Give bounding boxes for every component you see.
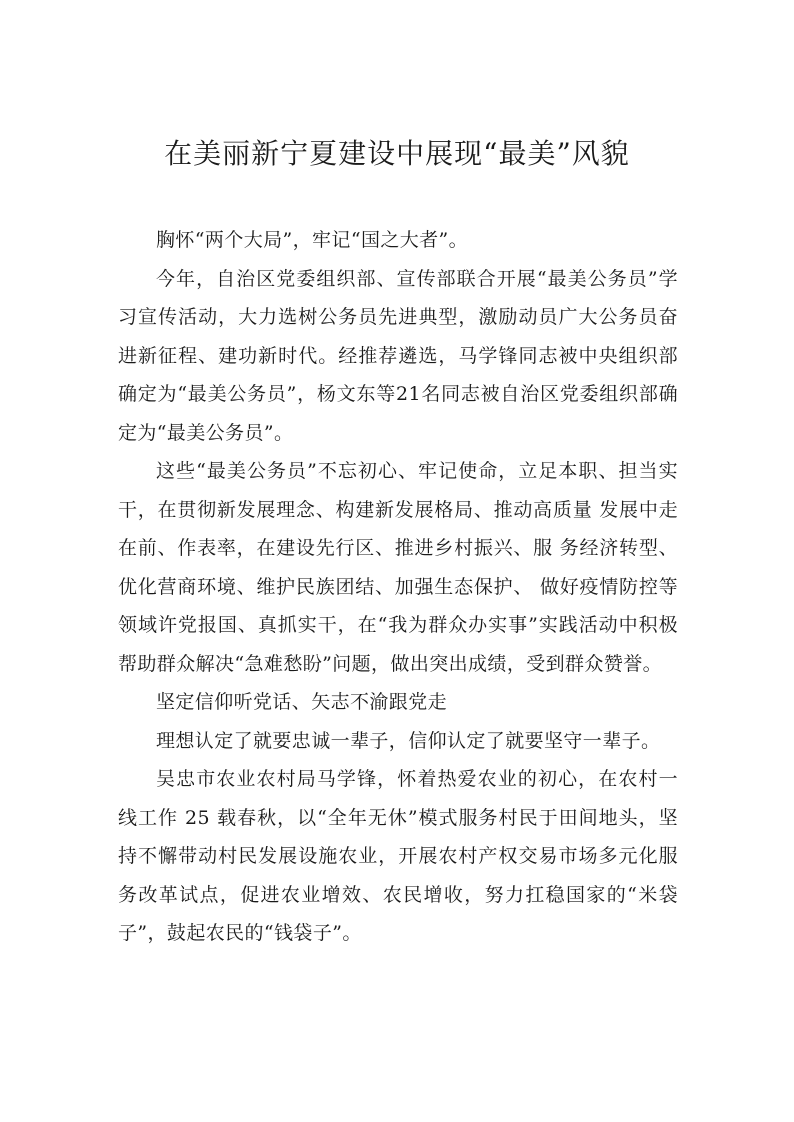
- paragraph-belief: 理想认定了就要忠诚一辈子，信仰认定了就要坚守一辈子。: [156, 729, 661, 752]
- document-title: 在美丽新宁夏建设中展现“最美”风貌: [164, 137, 630, 170]
- paragraph-achievements: 这些“最美公务员”不忘初心、牢记使命，立足本职、担当实干，在贯彻新发展理念、构建新发展格局、推动高质量 发展中走在前、作表率，在建设先行区、推进乡村振兴、服 务经济转型、优化营商环境、维护民族团结、加强生态保护、 做好疫情防控等领域许党报国、真抓实干，在“我为群众办实事”实践活动中积极帮助群众解决“急难愁盼”问题，做出突出成绩，受到群众赞誉。: [118, 460, 678, 675]
- document-body: [118, 221, 678, 953]
- paragraph-intro: 胸怀“两个大局”，牢记“国之大者”。: [156, 229, 469, 251]
- paragraph-announcement: 今年，自治区党委组织部、宣传部联合开展“最美公务员”学习宣传活动，大力选树公务员先进典型，激励动员广大公务员奋进新征程、建功新时代。经推荐遴选，马学锋同志被中央组织部确定为“最美公务员”，杨文东等21名同志被自治区党委组织部确定为“最美公务员”。: [118, 267, 678, 444]
- section-heading: 坚定信仰听党话、矢志不渝跟党走: [156, 691, 448, 713]
- paragraph-profile: 吴忠市农业农村局马学锋，怀着热爱农业的初心，在农村一线工作 25 载春秋，以“全年无休”模式服务村民于田间地头，坚持不懈带动村民发展设施农业，开展农村产权交易市场多元化服务改革试点，促进农业增效、农民增收，努力扛稳国家的“米袋子”，鼓起农民的“钱袋子”。: [118, 768, 678, 944]
